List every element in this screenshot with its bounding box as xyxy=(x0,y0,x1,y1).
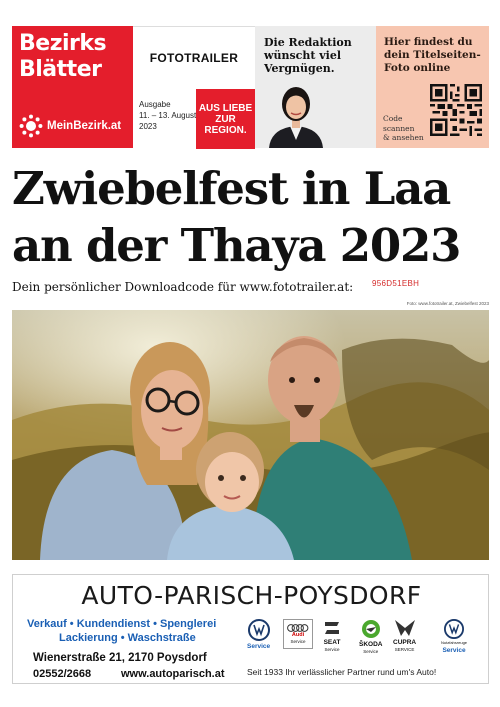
edition-label: Ausgabe xyxy=(139,100,171,109)
vw-icon xyxy=(248,619,270,641)
badge-line3: REGION. xyxy=(204,124,247,136)
seat-sub: Service xyxy=(324,647,340,652)
skoda-icon xyxy=(361,619,381,639)
scan-line1: Code xyxy=(383,114,403,123)
ad-title: AUTO-PARISCH-POYSDORF xyxy=(81,581,422,610)
audi-logo xyxy=(283,619,313,644)
seat-icon xyxy=(323,619,341,637)
advertisement[interactable] xyxy=(12,574,489,684)
editor-block xyxy=(255,26,376,148)
vw-logo xyxy=(247,619,270,650)
cover-line2: dein Titelseiten- xyxy=(384,49,481,61)
badge-line1: AUS LIEBE xyxy=(198,102,253,114)
editor-line1: Die Redaktion xyxy=(264,36,352,49)
download-code-label: Dein persönlicher Downloadcode für www.fototrailer.at: xyxy=(12,280,354,294)
brand-block[interactable] xyxy=(12,26,133,148)
editor-greeting xyxy=(264,36,352,75)
ad-services-line2: Lackierung • Waschstraße xyxy=(59,632,196,644)
editor-line2: wünscht viel xyxy=(264,49,342,62)
audi-caption: Audi xyxy=(291,632,305,638)
ad-address: Wienerstraße 21, 2170 Poysdorf xyxy=(33,652,207,664)
brand-title-line1: Bezirks xyxy=(19,31,107,56)
scan-line2: scannen xyxy=(383,123,415,133)
ad-services xyxy=(27,617,216,645)
skoda-sub: Service xyxy=(363,649,379,654)
sun-logo-icon xyxy=(19,114,43,138)
slogan-badge xyxy=(196,89,255,149)
vw-commercial-sub: Nutzfahrzeuge xyxy=(441,640,468,645)
headline-line1: Zwiebelfest in Laa xyxy=(12,162,451,215)
cover-photo xyxy=(12,310,489,560)
seat-caption: SEAT xyxy=(323,639,341,646)
vw-commercial-logo xyxy=(441,619,467,654)
ad-services-line1: Verkauf • Kundendienst • Spenglerei xyxy=(27,618,217,630)
scan-line3: & ansehen xyxy=(383,133,424,142)
badge-line2: ZUR xyxy=(215,113,236,125)
vw-commercial-icon xyxy=(444,619,464,639)
download-code[interactable]: 956D51EBH xyxy=(372,279,420,288)
headline-line2: an der Thaya 2023 xyxy=(12,219,461,272)
qr-code-icon[interactable] xyxy=(430,84,482,136)
cupra-icon xyxy=(394,619,416,637)
audi-sub: Service xyxy=(290,639,306,644)
brand-site[interactable] xyxy=(19,114,121,138)
headline xyxy=(12,160,492,274)
editor-portrait xyxy=(265,82,327,148)
ad-phone[interactable]: 02552/2668 xyxy=(33,668,92,680)
photo-credit: Foto: www.fototrailer.at, Zwiebelfest 2023 xyxy=(406,301,489,306)
cover-line1: Hier findest du xyxy=(384,36,473,48)
section-block xyxy=(133,26,255,148)
cupra-caption: CUPRA xyxy=(393,639,417,646)
skoda-caption: ŠKODA xyxy=(359,641,383,648)
family-photo-illustration xyxy=(12,310,489,560)
cupra-sub: SERVICE xyxy=(394,647,415,652)
scan-instruction xyxy=(383,114,424,143)
ad-website[interactable]: www.autoparisch.at xyxy=(121,668,225,680)
edition-info xyxy=(139,99,196,132)
edition-dates: 11. – 13. August xyxy=(139,111,197,120)
masthead xyxy=(12,26,489,148)
vw-commercial-caption: Service xyxy=(442,647,466,654)
cupra-logo xyxy=(393,619,416,652)
skoda-logo xyxy=(359,619,382,654)
edition-year: 2023 xyxy=(139,122,157,131)
section-title: FOTOTRAILER xyxy=(149,51,239,65)
ad-slogan: Seit 1933 Ihr verlässlicher Partner rund um's Auto! xyxy=(247,667,437,677)
editor-line3: Vergnügen. xyxy=(264,62,335,75)
brand-title-line2: Blätter xyxy=(19,57,102,82)
cover-block xyxy=(376,26,489,148)
brand-site-label: MeinBezirk.at xyxy=(47,120,122,132)
seat-logo xyxy=(323,619,341,652)
vw-caption: Service xyxy=(247,643,271,650)
cover-line3: Foto online xyxy=(384,62,451,74)
cover-text xyxy=(384,36,481,75)
